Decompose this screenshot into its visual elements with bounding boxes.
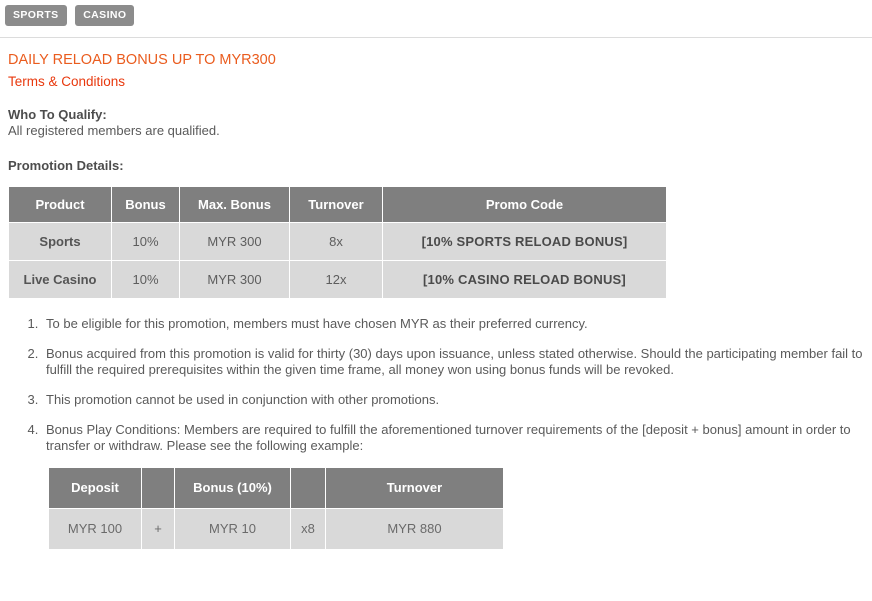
cell-bonus: MYR 10 [175, 509, 291, 550]
cell-turnover: 12x [290, 261, 383, 299]
terms-and-conditions-link[interactable]: Terms & Conditions [8, 74, 126, 89]
table-row [9, 223, 667, 261]
cell-promo-code: [10% SPORTS RELOAD BONUS] [383, 223, 667, 261]
list-item: 2. Bonus acquired from this promotion is valid for thirty (30) days upon issuance, unless stated otherwise. Should the participating member fail to fulfill the required prerequisites within the given time frame, all money won using bonus funds will be revoked. [42, 346, 864, 378]
cell-max-bonus: MYR 300 [180, 223, 290, 261]
column-header-turnover: Turnover [290, 187, 383, 223]
column-header-max-bonus: Max. Bonus [180, 187, 290, 223]
cell-deposit: MYR 100 [49, 509, 142, 550]
list-item: 1. To be eligible for this promotion, members must have chosen MYR as their preferred currency. [42, 316, 864, 332]
cell-product: Live Casino [9, 261, 112, 299]
example-calculation-table [48, 467, 504, 550]
page-title: DAILY RELOAD BONUS UP TO MYR300 [8, 52, 276, 68]
content-area [0, 38, 872, 550]
column-header-spacer-multiplier [291, 468, 326, 509]
table-header-row [49, 468, 504, 509]
promotion-details-table [8, 186, 667, 299]
column-header-promo-code: Promo Code [383, 187, 667, 223]
column-header-bonus: Bonus [112, 187, 180, 223]
tab-casino[interactable]: CASINO [75, 5, 134, 26]
list-item-text: Bonus Play Conditions: Members are required to fulfill the aforementioned turnover requirements of the [deposit + bonus] amount in order to transfer or withdraw. Please see the following example: [46, 422, 851, 453]
cell-product: Sports [9, 223, 112, 261]
promotion-details-heading: Promotion Details: [8, 158, 124, 173]
cell-plus-operator: + [142, 509, 175, 550]
table-row [9, 261, 667, 299]
cell-turnover: 8x [290, 223, 383, 261]
list-item [42, 422, 864, 550]
column-header-product: Product [9, 187, 112, 223]
who-to-qualify-text: All registered members are qualified. [8, 123, 220, 138]
column-header-bonus-pct: Bonus (10%) [175, 468, 291, 509]
cell-turnover: MYR 880 [326, 509, 504, 550]
cell-max-bonus: MYR 300 [180, 261, 290, 299]
table-row [49, 509, 504, 550]
cell-bonus: 10% [112, 261, 180, 299]
tab-sports[interactable]: SPORTS [5, 5, 67, 26]
column-header-spacer-plus [142, 468, 175, 509]
rules-list [8, 316, 864, 550]
who-to-qualify-heading: Who To Qualify: [8, 107, 107, 122]
cell-bonus: 10% [112, 223, 180, 261]
list-item: 3. This promotion cannot be used in conjunction with other promotions. [42, 392, 864, 408]
cell-promo-code: [10% CASINO RELOAD BONUS] [383, 261, 667, 299]
column-header-turnover: Turnover [326, 468, 504, 509]
table-header-row [9, 187, 667, 223]
column-header-deposit: Deposit [49, 468, 142, 509]
tab-bar [0, 0, 872, 28]
cell-multiplier: x8 [291, 509, 326, 550]
